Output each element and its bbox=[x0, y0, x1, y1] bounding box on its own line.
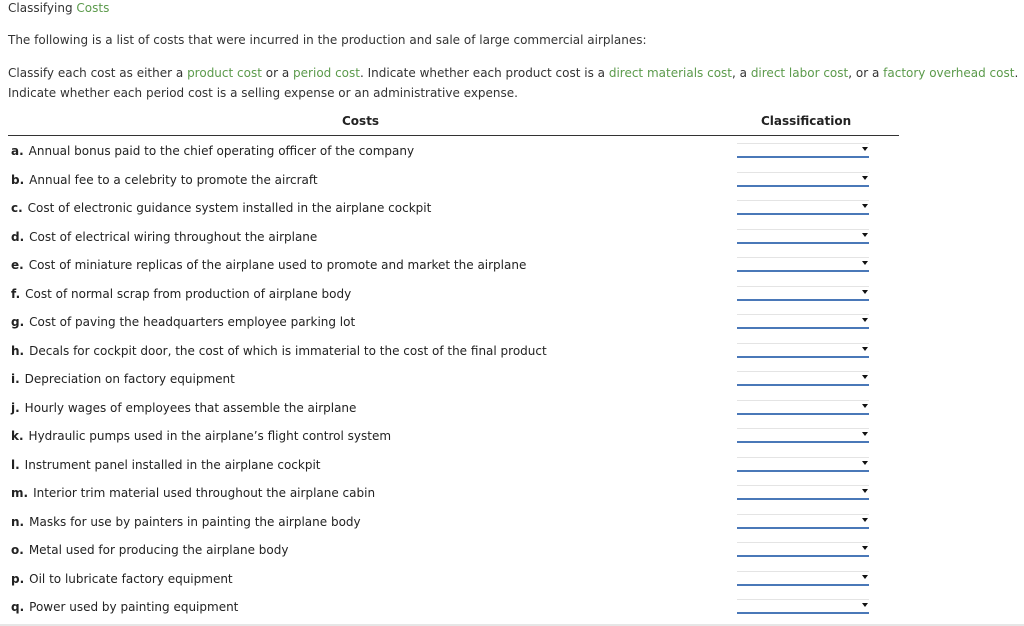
row-letter: a. bbox=[11, 144, 24, 158]
table-row bbox=[8, 279, 899, 308]
term-product-cost[interactable]: product cost bbox=[187, 66, 262, 80]
chevron-down-icon bbox=[862, 461, 868, 465]
classification-dropdown[interactable] bbox=[737, 599, 869, 614]
title-accent: Costs bbox=[76, 1, 110, 15]
instr-text: . Indicate whether each product cost is a bbox=[359, 66, 605, 80]
row-letter: l. bbox=[11, 457, 20, 472]
intro-text: The following is a list of costs that were incurred in the production and sale of large commercial airplanes: bbox=[8, 33, 647, 47]
cost-text: Metal used for producing the airplane body bbox=[28, 543, 289, 557]
row-letter: p. bbox=[11, 571, 25, 586]
table-row bbox=[8, 364, 899, 393]
classification-dropdown[interactable] bbox=[737, 542, 869, 557]
chevron-down-icon bbox=[862, 489, 868, 493]
chevron-down-icon bbox=[862, 204, 868, 208]
table-row bbox=[8, 478, 899, 507]
row-letter: e. bbox=[11, 258, 24, 272]
cost-text: Annual bonus paid to the chief operating officer of the company bbox=[28, 144, 415, 158]
classification-dropdown[interactable] bbox=[737, 514, 869, 529]
table-row bbox=[8, 450, 899, 479]
table-row bbox=[8, 250, 899, 279]
instr-text: . bbox=[1014, 66, 1019, 80]
cost-text: Cost of miniature replicas of the airplane used to promote and market the airplane bbox=[28, 258, 527, 272]
cost-label bbox=[11, 172, 318, 188]
cost-label bbox=[11, 542, 288, 558]
table-row bbox=[8, 393, 899, 422]
classification-dropdown[interactable] bbox=[737, 457, 869, 472]
table-row bbox=[8, 222, 899, 251]
title-prefix: Classifying bbox=[8, 1, 73, 15]
table-row bbox=[8, 165, 899, 194]
cost-label bbox=[11, 257, 526, 273]
table-row bbox=[8, 507, 899, 536]
chevron-down-icon bbox=[862, 375, 868, 379]
chevron-down-icon bbox=[862, 290, 868, 294]
table-body bbox=[8, 136, 899, 621]
table-row bbox=[8, 592, 899, 621]
term-direct-materials[interactable]: direct materials cost bbox=[608, 66, 732, 80]
classification-dropdown[interactable] bbox=[737, 343, 869, 358]
instructions-line-1 bbox=[8, 63, 1024, 83]
row-letter: m. bbox=[11, 486, 29, 500]
row-letter: i. bbox=[11, 372, 20, 386]
chevron-down-icon bbox=[862, 261, 868, 265]
instr-text: , a bbox=[732, 66, 747, 80]
cost-text: Power used by painting equipment bbox=[29, 600, 239, 614]
chevron-down-icon bbox=[862, 432, 868, 436]
cost-label bbox=[11, 457, 320, 473]
cost-label bbox=[11, 514, 361, 530]
cost-text: Cost of electronic guidance system installed in the airplane cockpit bbox=[27, 201, 432, 215]
cost-text: Cost of electrical wiring throughout the airplane bbox=[29, 229, 318, 244]
classification-dropdown[interactable] bbox=[737, 229, 869, 244]
table-row bbox=[8, 564, 899, 593]
classification-dropdown[interactable] bbox=[737, 314, 869, 329]
cost-label bbox=[11, 343, 547, 359]
row-letter: o. bbox=[11, 543, 24, 557]
classification-dropdown[interactable] bbox=[737, 286, 869, 301]
cost-text: Instrument panel installed in the airplane cockpit bbox=[24, 457, 321, 472]
classification-table bbox=[8, 111, 899, 621]
chevron-down-icon bbox=[862, 347, 868, 351]
row-letter: c. bbox=[11, 201, 23, 215]
chevron-down-icon bbox=[862, 404, 868, 408]
table-row bbox=[8, 421, 899, 450]
cost-text: Interior trim material used throughout the airplane cabin bbox=[33, 486, 376, 500]
cost-label bbox=[11, 371, 235, 387]
row-letter: g. bbox=[11, 315, 25, 329]
chevron-down-icon bbox=[862, 318, 868, 322]
table-row bbox=[8, 193, 899, 222]
cost-text: Hourly wages of employees that assemble the airplane bbox=[24, 400, 357, 415]
instructions-line-2: Indicate whether each period cost is a selling expense or an administrative expense. bbox=[8, 86, 518, 100]
classification-dropdown[interactable] bbox=[737, 571, 869, 586]
chevron-down-icon bbox=[862, 575, 868, 579]
chevron-down-icon bbox=[862, 546, 868, 550]
chevron-down-icon bbox=[862, 176, 868, 180]
classification-dropdown[interactable] bbox=[737, 428, 869, 443]
term-direct-labor[interactable]: direct labor cost bbox=[750, 66, 849, 80]
table-row bbox=[8, 307, 899, 336]
classification-dropdown[interactable] bbox=[737, 371, 869, 386]
chevron-down-icon bbox=[862, 233, 868, 237]
row-letter: d. bbox=[11, 229, 25, 244]
header-classification: Classification bbox=[761, 114, 852, 128]
row-letter: h. bbox=[11, 343, 25, 358]
classification-dropdown[interactable] bbox=[737, 485, 869, 500]
cost-text: Decals for cockpit door, the cost of which is immaterial to the cost of the final product bbox=[29, 343, 547, 358]
table-row bbox=[8, 136, 899, 165]
chevron-down-icon bbox=[862, 518, 868, 522]
instr-text: or a bbox=[265, 66, 290, 80]
cost-label bbox=[11, 143, 414, 159]
classification-dropdown[interactable] bbox=[737, 257, 869, 272]
chevron-down-icon bbox=[862, 147, 868, 151]
cost-text: Annual fee to a celebrity to promote the aircraft bbox=[29, 172, 318, 187]
classification-dropdown[interactable] bbox=[737, 400, 869, 415]
term-factory-overhead[interactable]: factory overhead cost bbox=[883, 66, 1015, 80]
classification-dropdown[interactable] bbox=[737, 143, 869, 158]
cost-text: Cost of normal scrap from production of airplane body bbox=[25, 286, 352, 301]
term-period-cost[interactable]: period cost bbox=[293, 66, 360, 80]
cost-text: Hydraulic pumps used in the airplane’s flight control system bbox=[28, 429, 392, 443]
page-title bbox=[8, 0, 109, 16]
cost-text: Depreciation on factory equipment bbox=[24, 372, 235, 386]
header-costs: Costs bbox=[342, 114, 380, 128]
cost-label bbox=[11, 485, 375, 501]
cost-text: Cost of paving the headquarters employee parking lot bbox=[29, 315, 356, 329]
instructions bbox=[8, 63, 1024, 103]
classification-dropdown[interactable] bbox=[737, 200, 869, 215]
row-letter: k. bbox=[11, 429, 24, 443]
cost-label bbox=[11, 571, 233, 587]
cost-label bbox=[11, 286, 351, 302]
instr-text: Classify each cost as either a bbox=[8, 66, 184, 80]
instr-text: , or a bbox=[848, 66, 880, 80]
table-header bbox=[8, 111, 899, 136]
cost-label bbox=[11, 599, 238, 615]
cost-label bbox=[11, 400, 356, 416]
cost-label bbox=[11, 229, 317, 245]
table-row bbox=[8, 336, 899, 365]
chevron-down-icon bbox=[862, 603, 868, 607]
row-letter: q. bbox=[11, 600, 25, 614]
row-letter: n. bbox=[11, 514, 25, 529]
row-letter: f. bbox=[11, 286, 21, 301]
row-letter: b. bbox=[11, 172, 25, 187]
row-letter: j. bbox=[11, 400, 20, 415]
cost-label bbox=[11, 314, 355, 330]
cost-text: Masks for use by painters in painting the airplane body bbox=[29, 514, 361, 529]
table-row bbox=[8, 535, 899, 564]
cost-text: Oil to lubricate factory equipment bbox=[29, 571, 233, 586]
cost-label bbox=[11, 200, 431, 216]
cost-label bbox=[11, 428, 391, 444]
classification-dropdown[interactable] bbox=[737, 172, 869, 187]
